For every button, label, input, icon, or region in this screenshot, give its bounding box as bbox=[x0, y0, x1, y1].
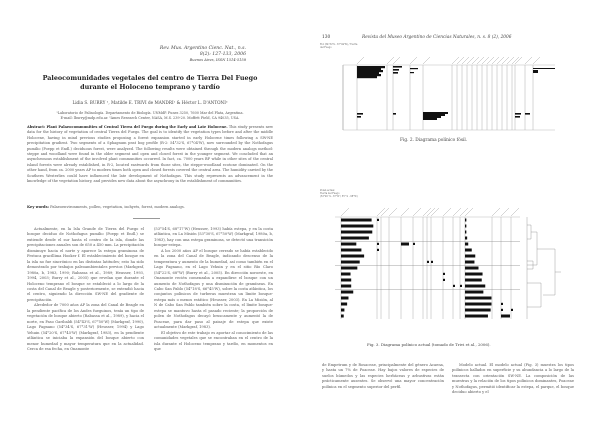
affiliation-line1: ¹Laboratorio de Palinología. Departamento de Biología. UNMdP. Funes 3250, 7600 Mar del Plata, Argentina. bbox=[56, 111, 244, 115]
nothofagus-bar bbox=[465, 243, 468, 246]
pollen-dot bbox=[511, 309, 513, 311]
nothofagus-bar bbox=[465, 297, 491, 300]
column-label-stub bbox=[341, 208, 349, 216]
modern-pollen-diagram bbox=[315, 205, 565, 330]
poaceae-bar bbox=[341, 267, 357, 270]
pollen-bar bbox=[515, 113, 521, 115]
column-label-stub bbox=[389, 208, 397, 216]
page-number: 130 bbox=[322, 35, 331, 40]
column-label-stub bbox=[381, 208, 389, 216]
fig3-caption: Fig. 3. Diagrama polínico actual (tomado de Trivi et al., 2006). bbox=[367, 342, 491, 347]
nothofagus-bar bbox=[465, 249, 472, 252]
paragraph: Alrededor de 7000 años AP la zona del Canal de Beagle en la pendiente pacífica de los Andes fueguinos, tenía un tipo de vegetación de bosque abierto (Rabassa et al., 1989), y hacia el norte, en Paso Garibaldi (54°43'S, 67°50'W) (Markgraf, 1990), Lago Fagnano (54°34'S, 67°31'W) (Heusser, 1994) y Lago Yehuin (54°20'S, 67°45'W) (Markgraf, 1983), en la pendiente atlántica se iniciaba la expansión del bosque abierto con menor humedad y mayor temperatura que en la actualidad. Cerca de esa fecha, en Onamonte bbox=[27, 303, 144, 351]
pollen-dot bbox=[377, 219, 379, 221]
paper-title-line1: Paleocomunidades vegetales del centro de Tierra Del Fuego bbox=[42, 74, 258, 82]
right-page bbox=[300, 0, 600, 434]
poaceae-bar bbox=[341, 285, 351, 288]
pollen-dot bbox=[501, 309, 503, 311]
body-column-2 bbox=[452, 363, 574, 396]
column-label-stub bbox=[401, 208, 409, 216]
poaceae-bar bbox=[341, 261, 360, 264]
nothofagus-bar bbox=[465, 267, 479, 270]
column-label-stub bbox=[423, 208, 431, 216]
journal-citation-line1: Rev. Mus. Argentino Cienc. Nat., n.s. bbox=[159, 46, 246, 51]
column-label-stub bbox=[427, 208, 435, 216]
nothofagus-bar bbox=[465, 231, 466, 234]
pollen-bar bbox=[533, 70, 538, 73]
pollen-bar bbox=[357, 70, 383, 72]
pollen-dot bbox=[413, 243, 415, 245]
body-column-1 bbox=[322, 363, 444, 390]
pollen-dot bbox=[460, 285, 462, 287]
poaceae-bar bbox=[341, 303, 347, 306]
pollen-bar bbox=[357, 72, 379, 74]
poaceae-bar bbox=[341, 225, 373, 228]
journal-citation-line3: Buenos Aires, ISSN 1514-5158 bbox=[189, 58, 246, 62]
poaceae-bar bbox=[341, 297, 348, 300]
paragraph: A los 2000 años AP el bosque cerrado se había establecido en la zona del Canal de Beagle, indicando descenso de la temperatura y aumento de la humedad, así como también en el Lago Fagnano, en el Lago Yehuin y en el sitio Río Claro (54°22'S, 68°W) (Burry et al., 2005). En dirección noroeste, en Onamonte recién comenzaba a expandirse el bosque con un aumento de Nothofagus y una disminución de gramíneas. En Cabo San Pablo (54°18'S, 66°45'W), sobre la costa atlántica, los conjuntos polínicos de turberas muestran un límite bosque-estepa más o menos estático (Heusser, 2003). En La Misión, al N de Cabo San Pablo también sobre la costa, el límite bosque-estepa se mantuvo hasta el pasado reciente; la proporción de polen de Nothofagus decayó bruscamente y aumentó la de Poaceae, para dar paso al paisaje de estepa que existe actualmente (Markgraf, 1983). bbox=[154, 248, 273, 330]
abstract bbox=[27, 125, 273, 184]
dendrogram bbox=[527, 225, 555, 307]
pollen-bar bbox=[393, 66, 402, 68]
fig3-header-line2: Tierra del Fuego bbox=[320, 192, 340, 195]
section-divider bbox=[133, 218, 160, 219]
nothofagus-bar bbox=[465, 285, 485, 288]
nothofagus-bar bbox=[465, 315, 488, 318]
poaceae-bar bbox=[341, 219, 372, 222]
nothofagus-bar bbox=[465, 303, 491, 306]
pollen-bar bbox=[423, 118, 437, 120]
column-label-stub bbox=[431, 208, 439, 216]
pollen-dot bbox=[453, 285, 455, 287]
nothofagus-bar bbox=[465, 237, 467, 240]
running-header: Revista del Museo Argentino de Ciencias Naturales, n. s. 8 (2), 2006 bbox=[362, 35, 512, 40]
keywords-label: Key words: bbox=[27, 205, 49, 209]
pollen-bar bbox=[357, 66, 385, 68]
pollen-dot bbox=[443, 273, 445, 275]
poaceae-bar bbox=[341, 249, 361, 252]
poaceae-bar bbox=[341, 273, 351, 276]
pollen-bar bbox=[357, 74, 381, 76]
column-label-stub bbox=[515, 57, 522, 64]
poaceae-bar bbox=[341, 279, 351, 282]
pollen-dot bbox=[443, 279, 445, 281]
poaceae-bar bbox=[341, 243, 356, 246]
abstract-body: This study presents new data for the history of vegetation of central Tierra del Fuego. The goal is to identify the vegetation types before and after the middle Holocene, having in mind previous studies proposing a forest expansion started in early Holocene times following a SW-NE precipitation gradient. Two segments of a Sphagnum peat bog profile (R-2: 54°32'S, 67°04'W), now surrounded by the Nothofagus pumilio (Poepp et Endl.) deciduous forest, were analyzed. The following results were obtained through the modern analogs method: steppe and woodland were found in the older segment and open and closed forest in the younger segment. We concluded that an asynchronous establishment of the involved plant communities occurred. In fact, ca. 7000 years BP while in other sites of the central island forests were already established, in R-2, located eastwards from those sites, the steppe-woodland ecotone dominated. On the other hand, from ca. 2000 years AP to modern times both open and closed forests covered the central area. The humidity carried by the Southern Westerlies could have influenced the late development of Nothofagus. This study represents an advancement in the knowledge of the vegetation history, and provides new data about the asynchrony in the establishment of communities. bbox=[27, 125, 273, 184]
pollen-dot bbox=[377, 249, 379, 251]
column-label-stub bbox=[387, 57, 394, 64]
fossil-pollen-diagram bbox=[315, 55, 560, 135]
column-label-stub bbox=[393, 57, 400, 64]
nothofagus-bar bbox=[465, 261, 474, 264]
pollen-dot bbox=[501, 303, 503, 305]
column-label-stub bbox=[443, 208, 451, 216]
nothofagus-bar bbox=[465, 219, 466, 222]
poaceae-bar bbox=[341, 291, 353, 294]
pollen-bar bbox=[410, 72, 414, 73]
nothofagus-bar bbox=[465, 273, 483, 276]
fig2-site-label: R-2 (54°32'S - 67°04'W) / Tierra del Fuego bbox=[320, 43, 358, 49]
body-column-1 bbox=[27, 227, 144, 352]
pollen-bar bbox=[357, 116, 361, 118]
pollen-dot bbox=[427, 261, 429, 263]
pollen-bar bbox=[357, 76, 377, 78]
abstract-heading: Abstract: Plant Palaeocommunities of Central Tierra del Fuego during the Early and Late Holocene. bbox=[27, 125, 228, 129]
column-label-stub bbox=[460, 208, 468, 216]
nothofagus-bar bbox=[465, 255, 475, 258]
affiliation-line2: E-mail: lburry@mdp.edu.ar. ²Ames Research Center, NASA, M.S. 239-20. Moffett Field, CA 94035, USA. bbox=[60, 116, 240, 120]
poaceae-bar bbox=[341, 255, 364, 258]
poaceae-bar bbox=[341, 315, 344, 318]
nothofagus-bar bbox=[465, 309, 491, 312]
paragraph: Actualmente, en la Isla Grande de Tierra del Fuego el bosque deciduo de Nothofagus pumilio (Poepp et Endl.) se extiende desde el sur hasta el centro de la isla, donde las precipitaciones anuales son de 650 a 450 mm. La precipitación disminuye hacia el norte y aparece la estepa graminosa de Festuca gracillima Hooker f. El establecimiento del bosque en la isla no fue sincrónico en las distintas latitudes; esto ha sido demostrado por trabajos paleoambientales previos (Markgraf, 1980a, b, 1983, 1990; Rabassa et al., 1989; Heusser, 1993, 1994, 2003; Burry et al., 2005) que revelan que durante el Holoceno temprano el bosque se estableció a lo largo de la costa del Canal de Beagle y posteriormente, se extendió hacia el centro, siguiendo la dirección SW-NE del gradiente de precipitación. bbox=[27, 227, 144, 302]
nothofagus-bar bbox=[465, 225, 466, 228]
pollen-bar bbox=[357, 113, 363, 115]
pollen-bar bbox=[393, 72, 398, 74]
poaceae-bar bbox=[341, 231, 372, 234]
column-label-stub bbox=[413, 208, 421, 216]
fig3-header-line1: Polen actual bbox=[320, 189, 335, 192]
pollen-bar bbox=[393, 69, 399, 71]
nothofagus-bar bbox=[465, 279, 482, 282]
keywords-text: Palaeoenvironments, pollen, vegetation, isohyets, forest, modern analogs. bbox=[50, 205, 185, 209]
column-label-stub bbox=[501, 208, 509, 216]
paragraph: (53°54'S, 68°17'W) (Heusser, 1993) había estepa, y en la costa atlántica, en La Misión (53°30'S, 67°50'W) (Markgraf, 1980a, b, 1983), hay con una estepa graminosa, se detectó una transición bosque-estepa. bbox=[154, 227, 273, 248]
pollen-bar bbox=[515, 116, 520, 118]
journal-citation-line2: 8(2): 127-133, 2006 bbox=[199, 52, 246, 57]
pollen-bar bbox=[525, 113, 530, 115]
pollen-bar bbox=[393, 113, 396, 115]
column-label-stub bbox=[453, 208, 461, 216]
poaceae-bar bbox=[341, 309, 344, 312]
body-column-2 bbox=[154, 227, 273, 352]
pollen-dot bbox=[431, 261, 433, 263]
fig2-caption: Fig. 2. Diagrama polínico fósil. bbox=[400, 138, 468, 143]
paragraph: de Empetrum y de Rosaceae, principalmente del género Acaena, y hasta un 7% de Poaceae. Hay bajos valores de especies de suelos húmedos y las especies herbáceas y arbustivas están prácticamente ausentes. Se observó una mayor concentración polínica en el segmento superior del perfil. bbox=[322, 363, 444, 389]
keywords bbox=[27, 205, 185, 209]
pollen-bar bbox=[401, 243, 409, 246]
paper-title-line2: durante el Holoceno temprano y tardío bbox=[80, 83, 220, 91]
pollen-bar bbox=[501, 315, 510, 318]
authors: Lidia S. BURRY ¹, Matilde E. TRIVI de MANDRI¹ & Héctor L. D'ANTONI² bbox=[72, 100, 228, 105]
nothofagus-bar bbox=[465, 291, 483, 294]
pollen-bar bbox=[423, 116, 441, 118]
pollen-bar bbox=[357, 68, 381, 70]
pollen-bar bbox=[423, 114, 445, 116]
column-label-stub bbox=[533, 57, 540, 64]
pollen-bar bbox=[423, 112, 448, 114]
column-label-stub bbox=[525, 57, 532, 64]
paragraph: Modelo actual. El modelo actual (Fig. 3) muestra los tipos polínicos hallados en superficie y su abundancia a lo largo de la transecta con orientación SW-NE. La composición de las muestras y la relación de los tipos polínicos dominantes, Poaceae y Nothofagus, permitió identificar la estepa, el parque, el bosque deciduo abierto y el bbox=[452, 363, 574, 395]
column-label-stub bbox=[492, 208, 500, 216]
column-label-stub bbox=[410, 57, 417, 64]
column-label-stub bbox=[465, 208, 473, 216]
pollen-bar bbox=[533, 68, 555, 69]
column-label-stub bbox=[357, 57, 364, 64]
column-label-stub bbox=[511, 208, 519, 216]
column-label-stub bbox=[423, 57, 430, 64]
column-label-stub bbox=[377, 208, 385, 216]
paragraph: El objetivo de este trabajo es aportar al conocimiento de las comunidades vegetales que se encontraban en el centro de la isla durante el Holoceno temprano y tardío, en momentos en que bbox=[154, 330, 273, 351]
pollen-dot bbox=[377, 243, 379, 245]
fig3-header-line3: (53°45' S - 67°W / 55° S - 68°W) bbox=[320, 195, 358, 198]
pollen-bar bbox=[410, 68, 418, 69]
poaceae-bar bbox=[341, 237, 369, 240]
